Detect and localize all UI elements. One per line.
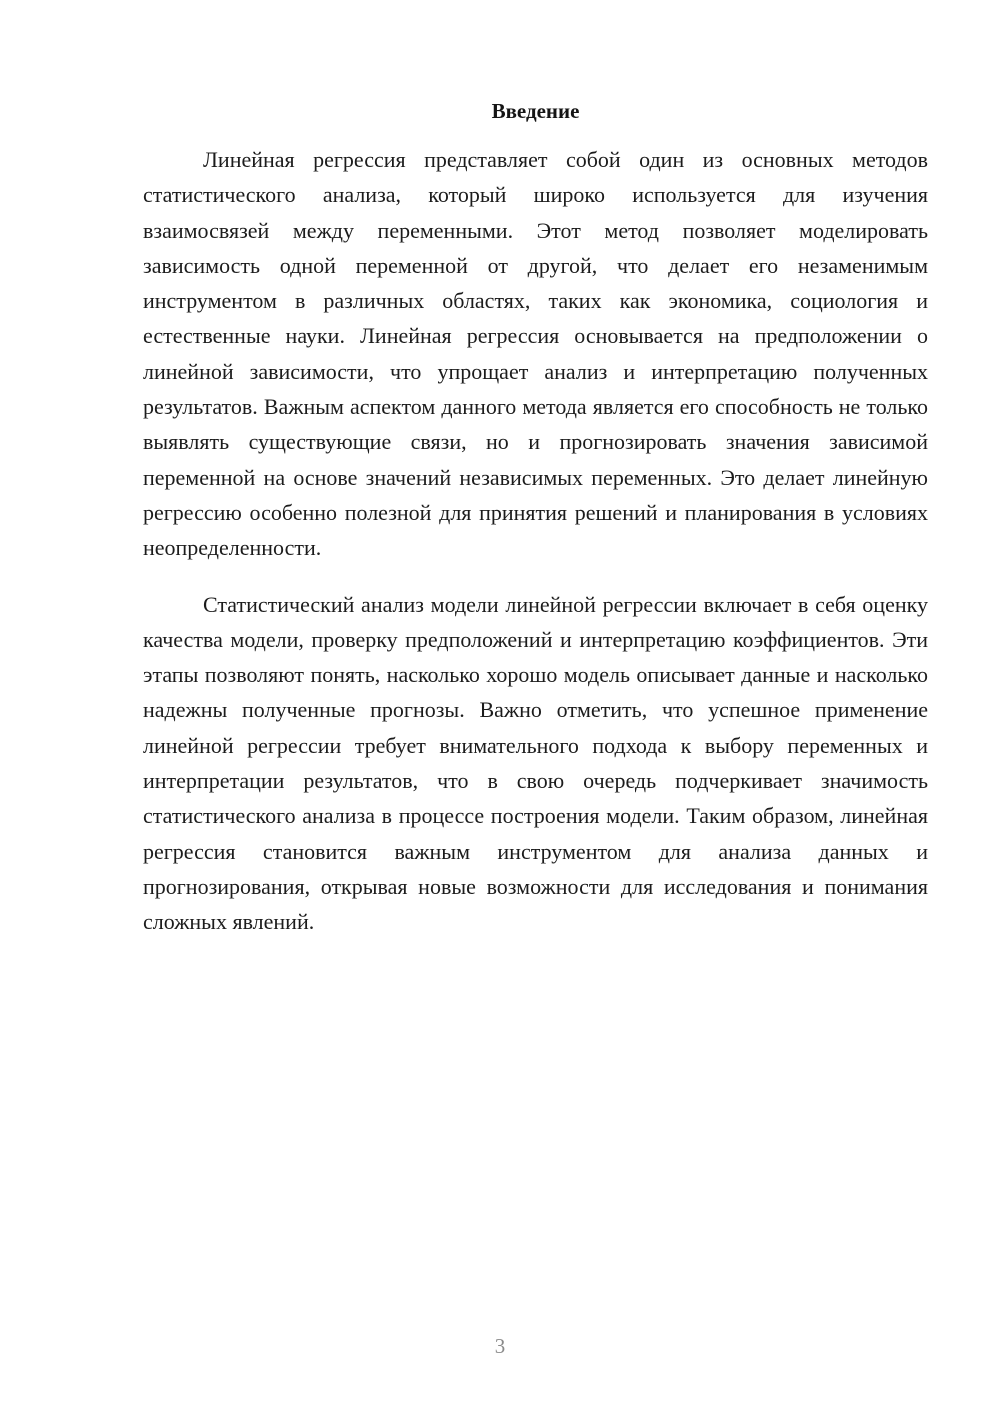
body-text	[143, 142, 928, 940]
paragraph-2: Статистический анализ модели линейной регрессии включает в себя оценку качества модели, проверку предположений и интерпретацию коэффициентов. Эти этапы позволяют понять, насколько хорошо модель описывает данные и насколько надежны полученные прогнозы. Важно отметить, что успешное применение линейной регрессии требует внимательного подхода к выбору переменных и интерпретации результатов, что в свою очередь подчеркивает значимость статистического анализа в процессе построения модели. Таким образом, линейная регрессия становится важным инструментом для анализа данных и прогнозирования, открывая новые возможности для исследования и понимания сложных явлений.	[143, 591, 928, 935]
page-number: 3	[494, 1334, 506, 1358]
section-title: Введение	[491, 99, 580, 123]
paragraph-1: Линейная регрессия представляет собой один из основных методов статистического анализа, который широко используется для изучения взаимосвязей между переменными. Этот метод позволяет моделировать зависимость одной переменной от другой, что делает его незаменимым инструментом в различных областях, таких как экономика, социология и естественные науки. Линейная регрессия основывается на предположении о линейной зависимости, что упрощает анализ и интерпретацию полученных результатов. Важным аспектом данного метода является его способность не только выявлять существующие связи, но и прогнозировать значения зависимой переменной на основе значений независимых переменных. Это делает линейную регрессию особенно полезной для принятия решений и планирования в условиях неопределенности.	[143, 147, 928, 561]
